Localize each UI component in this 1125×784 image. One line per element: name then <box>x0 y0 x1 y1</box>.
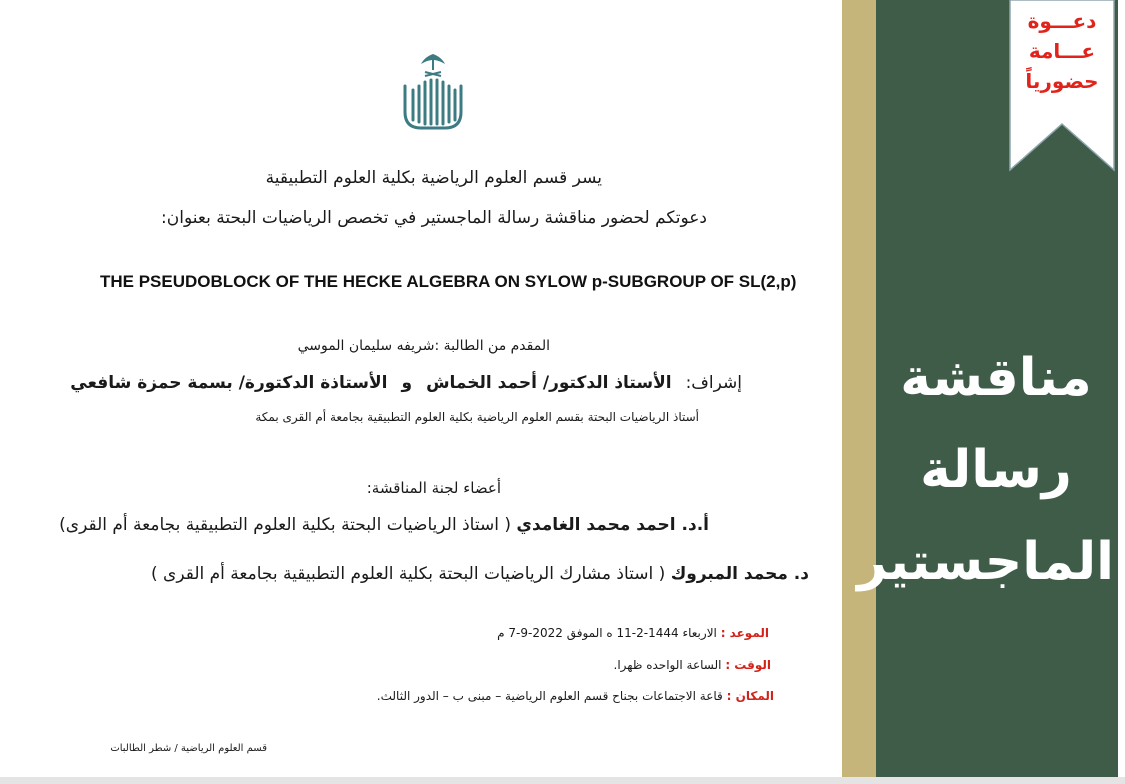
ribbon-line-1: دعـــوة <box>1027 9 1097 33</box>
side-title-line-3: الماجستير <box>857 532 1114 592</box>
date-line <box>497 626 769 640</box>
side-title-line-2: رسالة <box>920 440 1072 500</box>
member-2-role: ( استاذ مشارك الرياضيات البحتة بكلية العلوم التطبيقية بجامعة أم القرى ) <box>151 564 666 584</box>
supervisor-conjunction: و <box>401 373 413 393</box>
supervisor-2: الأستاذة الدكتورة/ بسمة حمزة شافعي <box>70 373 388 393</box>
date-label: الموعد : <box>720 626 769 640</box>
member-2-name: د. محمد المبروك <box>670 564 809 584</box>
committee-member-2 <box>151 564 809 584</box>
side-title-line-1: مناقشة <box>900 348 1092 408</box>
place-label: المكان : <box>726 689 774 703</box>
committee-member-1 <box>59 515 709 535</box>
supervisor-1: الأستاذ الدكتور/ أحمد الخماش <box>426 373 672 393</box>
time-value: الساعة الواحده ظهرا. <box>613 658 722 672</box>
invite-line: دعوتكم لحضور مناقشة رسالة الماجستير في تخصص الرياضيات البحتة بعنوان: <box>161 208 707 228</box>
university-logo-icon <box>401 46 465 132</box>
time-label: الوقت : <box>725 658 771 672</box>
ribbon-line-3: حضورياً <box>1025 69 1099 93</box>
footer-text: قسم العلوم الرياضية / شطر الطالبات <box>110 743 267 754</box>
member-1-role: ( استاذ الرياضيات البحتة بكلية العلوم التطبيقية بجامعة أم القرى) <box>59 515 511 535</box>
side-title <box>857 332 1114 608</box>
student-line: المقدم من الطالبة :شريفه سليمان الموسي <box>297 338 550 354</box>
host-line: يسر قسم العلوم الرياضية بكلية العلوم التطبيقية <box>265 168 602 188</box>
place-value: قاعة الاجتماعات بجناح قسم العلوم الرياضية – مبنى ب – الدور الثالث. <box>376 689 723 703</box>
invitation-ribbon <box>1009 0 1115 172</box>
date-value: الاربعاء 1444-2-11 ه الموفق 2022-9-7 م <box>497 626 717 640</box>
thesis-title: THE PSEUDOBLOCK OF THE HECKE ALGEBRA ON SYLOW p-SUBGROUP OF SL(2,p) <box>100 272 797 291</box>
supervisor-affiliation: أستاذ الرياضيات البحتة بقسم العلوم الرياضية بكلية العلوم التطبيقية بجامعة أم القرى بمكة <box>255 410 699 424</box>
place-line <box>377 689 774 703</box>
supervision-label: إشراف: <box>685 373 742 393</box>
member-1-name: أ.د. احمد محمد الغامدي <box>516 515 709 535</box>
ribbon-line-2: عـــامة <box>1028 39 1096 63</box>
supervision-line <box>70 373 742 393</box>
page-bottom-edge <box>0 777 1125 784</box>
time-line <box>614 658 771 672</box>
gold-side-band <box>842 0 876 777</box>
committee-label: أعضاء لجنة المناقشة: <box>366 479 501 497</box>
